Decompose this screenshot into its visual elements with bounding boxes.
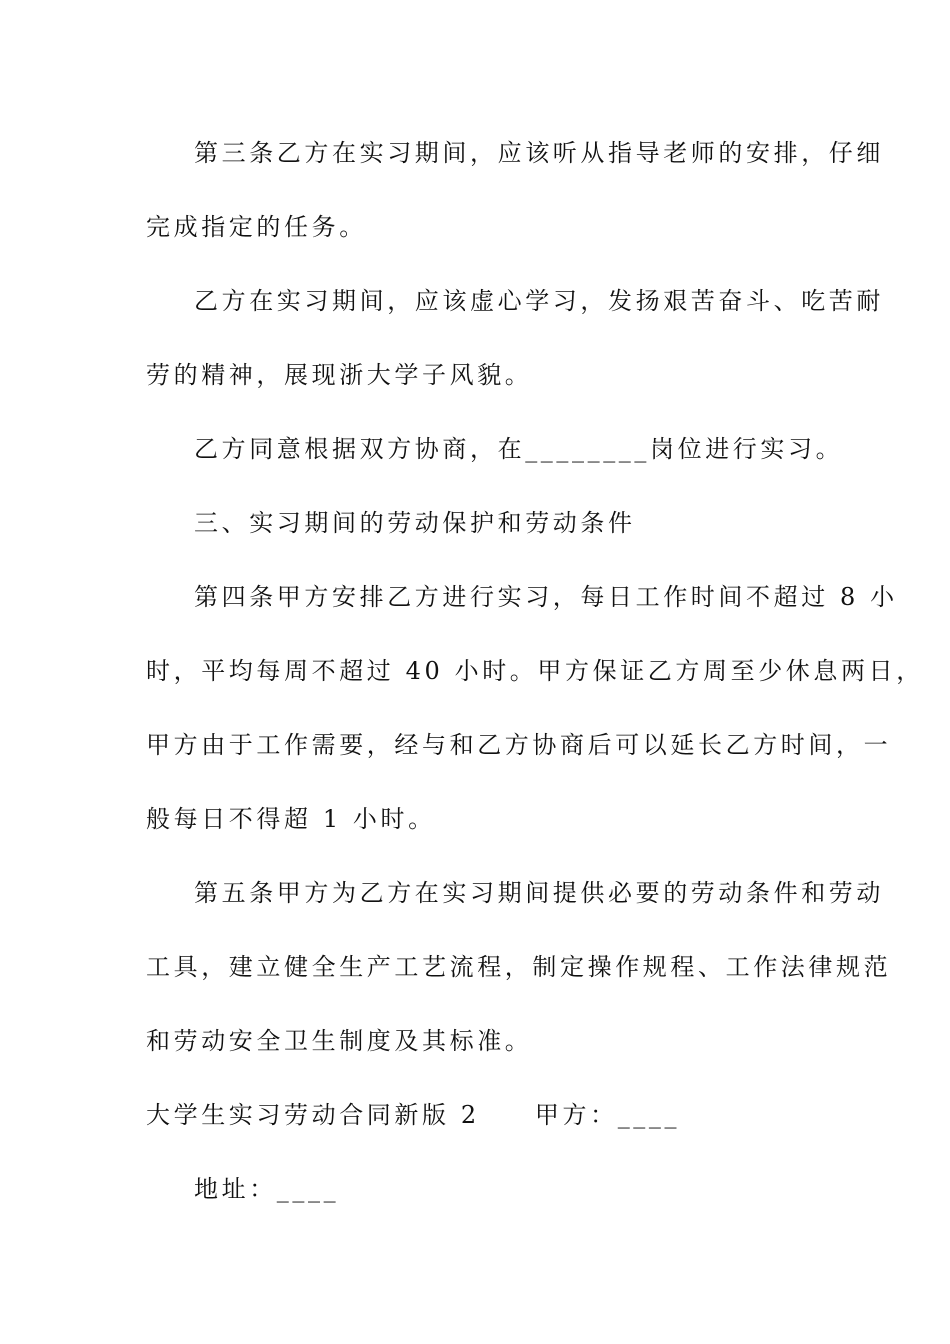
paragraph-article-3-line-1: 第三条乙方在实习期间，应该听从指导老师的安排，仔细 (194, 139, 884, 167)
paragraph-article-5-line-2: 工具，建立健全生产工艺流程，制定操作规程、工作法律规范 (146, 953, 892, 981)
paragraph-article-4-line-4: 般每日不得超 1 小时。 (146, 805, 436, 833)
contract-title-party-a: 大学生实习劳动合同新版 2 甲方：____ (146, 1101, 681, 1129)
paragraph-article-3-line-2: 完成指定的任务。 (146, 213, 367, 241)
section-heading-3: 三、实习期间的劳动保护和劳动条件 (194, 509, 636, 537)
paragraph-article-4-line-3: 甲方由于工作需要，经与和乙方协商后可以延长乙方时间，一 (146, 731, 892, 759)
paragraph-article-5-line-1: 第五条甲方为乙方在实习期间提供必要的劳动条件和劳动 (194, 879, 884, 907)
paragraph-article-4-line-1: 第四条甲方安排乙方进行实习，每日工作时间不超过 8 小 (194, 583, 898, 611)
paragraph-study-line-1: 乙方在实习期间，应该虚心学习，发扬艰苦奋斗、吃苦耐 (194, 287, 884, 315)
paragraph-study-line-2: 劳的精神，展现浙大学子风貌。 (146, 361, 533, 389)
paragraph-article-5-line-3: 和劳动安全卫生制度及其标准。 (146, 1027, 533, 1055)
address-field: 地址：____ (194, 1175, 340, 1203)
paragraph-article-4-line-2: 时，平均每周不超过 40 小时。甲方保证乙方周至少休息两日， (146, 657, 924, 685)
paragraph-position: 乙方同意根据双方协商，在________岗位进行实习。 (194, 435, 844, 463)
